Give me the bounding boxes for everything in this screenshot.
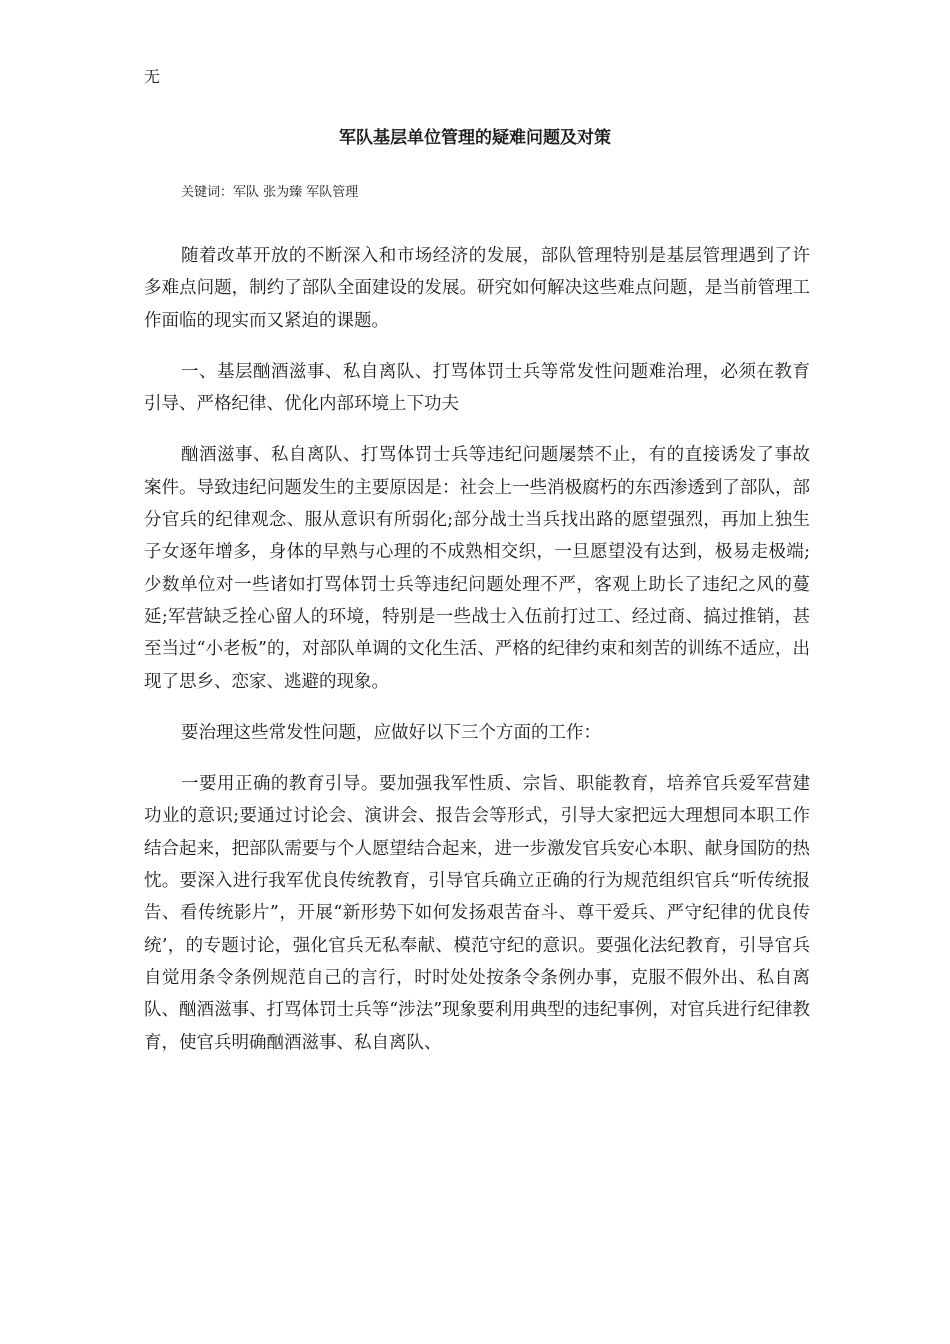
paragraph-education: 一要用正确的教育引导。要加强我军性质、宗旨、职能教育，培养官兵爱军营建功业的意识;要通过讨论会、演讲会、报告会等形式，引导大家把远大理想同本职工作结合起来，把部队需要与个人愿望结合起来，进一步激发官兵安心本职、献身国防的热忱。要深入进行我军优良传统教育，引导官兵确立正确的行为规范组织官兵“听传统报告、看传统影片”，开展“新形势下如何发扬艰苦奋斗、尊干爱兵、严守纪律的优良传统’，的专题讨论，强化官兵无私奉献、模范守纪的意识。要强化法纪教育，引导官兵自觉用条令条例规范自己的言行，时时处处按条令条例办事，克服不假外出、私自离队、酗酒滋事、打骂体罚士兵等“涉法”现象要利用典型的违纪事例，对官兵进行纪律教育，使官兵明确酗酒滋事、私自离队、 xyxy=(144,774,810,1053)
paragraph-measures-intro: 要治理这些常发性问题，应做好以下三个方面的工作： xyxy=(181,722,601,743)
paragraph-intro: 随着改革开放的不断深入和市场经济的发展，部队管理特别是基层管理遇到了许多难点问题，制约了部队全面建设的发展。研究如何解决这些难点问题，是当前管理工作面临的现实而又紧迫的课题。 xyxy=(144,246,810,331)
document-title: 军队基层单位管理的疑难问题及对策 xyxy=(339,128,611,148)
section-heading-one: 一、基层酗酒滋事、私自离队、打骂体罚士兵等常发性问题难治理，必须在教育引导、严格纪律、优化内部环境上下功夫 xyxy=(144,361,810,415)
document-body xyxy=(144,240,810,1078)
header-mark: 无 xyxy=(144,67,161,86)
keywords-line: 关键词：军队 张为臻 军队管理 xyxy=(181,185,359,200)
paragraph-causes: 酗酒滋事、私自离队、打骂体罚士兵等违纪问题屡禁不止，有的直接诱发了事故案件。导致违纪问题发生的主要原因是：社会上一些消极腐朽的东西渗透到了部队，部分官兵的纪律观念、服从意识有所弱化;部分战士当兵找出路的愿望强烈，再加上独生子女逐年增多，身体的早熟与心理的不成熟相交织，一旦愿望没有达到，极易走极端;少数单位对一些诸如打骂体罚士兵等违纪问题处理不严，客观上助长了违纪之风的蔓延;军营缺乏拴心留人的环境，特别是一些战士入伍前打过工、经过商、搞过推销，甚至当过“小老板”的，对部队单调的文化生活、严格的纪律约束和刻苦的训练不适应，出现了思乡、恋家、逃避的现象。 xyxy=(144,445,810,692)
